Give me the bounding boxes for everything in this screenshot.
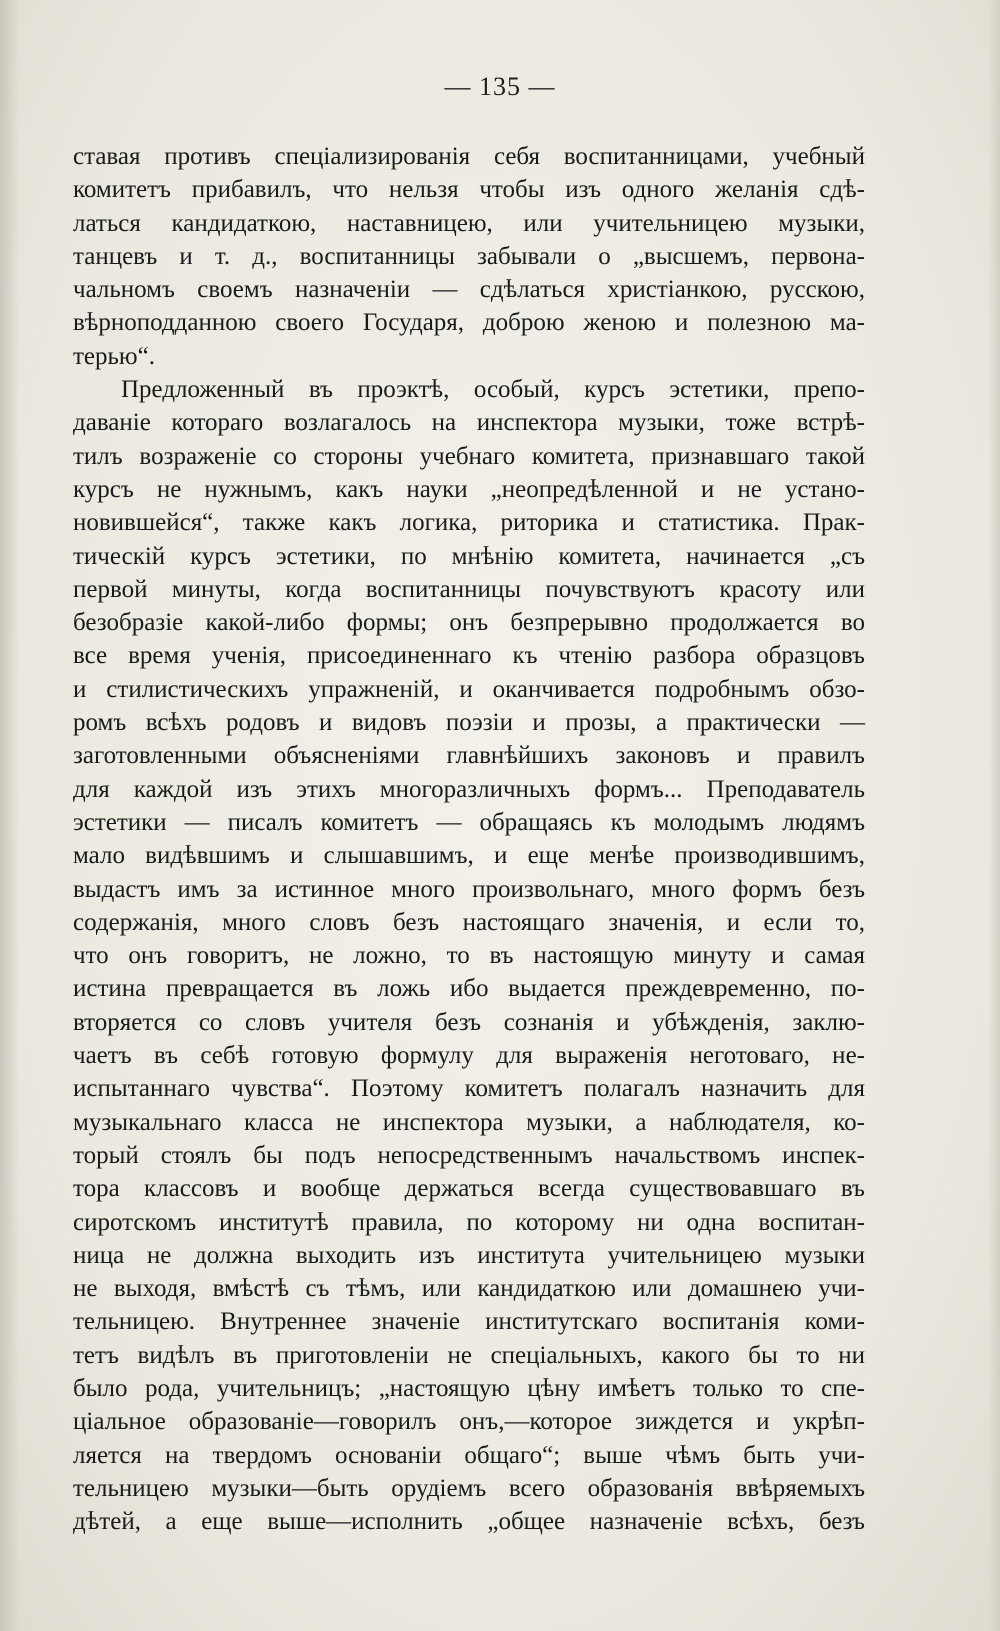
text-line: было рода, учительницъ; „настоящую цѣну имѣетъ только то спе- <box>73 1374 865 1402</box>
text-line: танцевъ и т. д., воспитанницы забывали о „высшемъ, первона- <box>73 242 865 270</box>
text-line: тельницею. Внутреннее значеніе институтскаго воспитанія коми- <box>73 1308 865 1336</box>
text-line: ставая противъ спеціализированія себя воспитанницами, учебный <box>73 143 865 170</box>
text-line: что онъ говоритъ, не ложно, то въ настоящую минуту и самая <box>73 942 865 970</box>
text-line: новившейся“, также какъ логика, риторика и статистика. Прак- <box>73 509 865 537</box>
text-line: безобразіе какой-либо формы; онъ безпрерывно продолжается во <box>73 609 865 637</box>
text-line: истина превращается въ ложь ибо выдается преждевременно, по- <box>73 975 865 1003</box>
text-line: тилъ возраженіе со стороны учебнаго комитета, признавшаго такой <box>73 442 865 470</box>
text-line: тора классовъ и вообще держаться всегда существовавшаго въ <box>73 1175 865 1203</box>
text-line: первой минуты, когда воспитанницы почувствуютъ красоту или <box>73 575 865 603</box>
text-line: вторяется со словъ учителя безъ сознанія и убѣжденія, заклю- <box>73 1008 865 1036</box>
text-line: ромъ всѣхъ родовъ и видовъ поэзіи и прозы, а практически — <box>73 709 865 737</box>
text-line: чаетъ въ себѣ готовую формулу для выраженія неготоваго, не- <box>73 1042 865 1070</box>
text-line: ница не должна выходить изъ института учительницею музыки <box>73 1241 865 1269</box>
text-line: не выходя, вмѣстѣ съ тѣмъ, или кандидаткою или домашнею учи- <box>73 1275 865 1303</box>
page-number: — 135 — <box>444 72 556 101</box>
text-line: ціальное образованіе—говорилъ онъ,—которое зиждется и укрѣп- <box>73 1408 865 1436</box>
text-line: тельницею музыки—быть орудіемъ всего образованія ввѣряемыхъ <box>73 1474 865 1502</box>
text-line: тетъ видѣлъ въ приготовленіи не спеціальныхъ, какого бы то ни <box>73 1341 865 1369</box>
text-line: дѣтей, а еще выше—исполнить „общее назначеніе всѣхъ, безъ <box>73 1508 865 1536</box>
text-line: чальномъ своемъ назначеніи — сдѣлаться христіанкою, русскою, <box>73 276 865 304</box>
text-line: содержанія, много словъ безъ настоящаго значенія, и если то, <box>73 908 865 936</box>
text-line: сиротскомъ институтѣ правила, по которому ни одна воспитан- <box>73 1208 865 1236</box>
text-line: все время ученія, присоединеннаго къ чтенію разбора образцовъ <box>73 642 865 670</box>
text-line: комитетъ прибавилъ, что нельзя чтобы изъ одного желанія сдѣ- <box>73 176 865 204</box>
text-line: выдастъ имъ за истинное много произвольнаго, много формъ безъ <box>73 875 865 903</box>
text-line: торый стоялъ бы подъ непосредственнымъ начальствомъ инспек- <box>73 1141 865 1169</box>
text-line: даваніе котораго возлагалось на инспектора музыки, тоже встрѣ- <box>73 409 865 437</box>
text-line: и стилистическихъ упражненій, и оканчивается подробнымъ обзо- <box>73 675 865 703</box>
text-line: терью“. <box>73 342 155 370</box>
text-line: курсъ не нужнымъ, какъ науки „неопредѣленной и не устано- <box>73 475 865 503</box>
text-line: заготовленными объясненіями главнѣйшихъ законовъ и правилъ <box>73 742 865 770</box>
text-line: тическій курсъ эстетики, по мнѣнію комитета, начинается „съ <box>73 542 865 570</box>
text-line: вѣрноподданною своего Государя, доброю женою и полезною ма- <box>73 309 865 337</box>
text-line: Предложенный въ проэктѣ, особый, курсъ эстетики, препо- <box>121 376 865 404</box>
text-line: для каждой изъ этихъ многоразличныхъ формъ... Преподаватель <box>73 775 865 803</box>
text-line: музыкальнаго класса не инспектора музыки, а наблюдателя, ко- <box>73 1108 865 1136</box>
text-line: эстетики — писалъ комитетъ — обращаясь къ молодымъ людямъ <box>73 808 865 836</box>
text-line: испытаннаго чувства“. Поэтому комитетъ полагалъ назначить для <box>73 1075 865 1103</box>
body-text <box>73 140 865 1538</box>
text-line: латься кандидаткою, наставницею, или учительницею музыки, <box>73 209 865 237</box>
text-line: ляется на твердомъ основаніи общаго“; выше чѣмъ быть учи- <box>73 1441 865 1469</box>
text-line: мало видѣвшимъ и слышавшимъ, и еще менѣе производившимъ, <box>73 842 865 870</box>
